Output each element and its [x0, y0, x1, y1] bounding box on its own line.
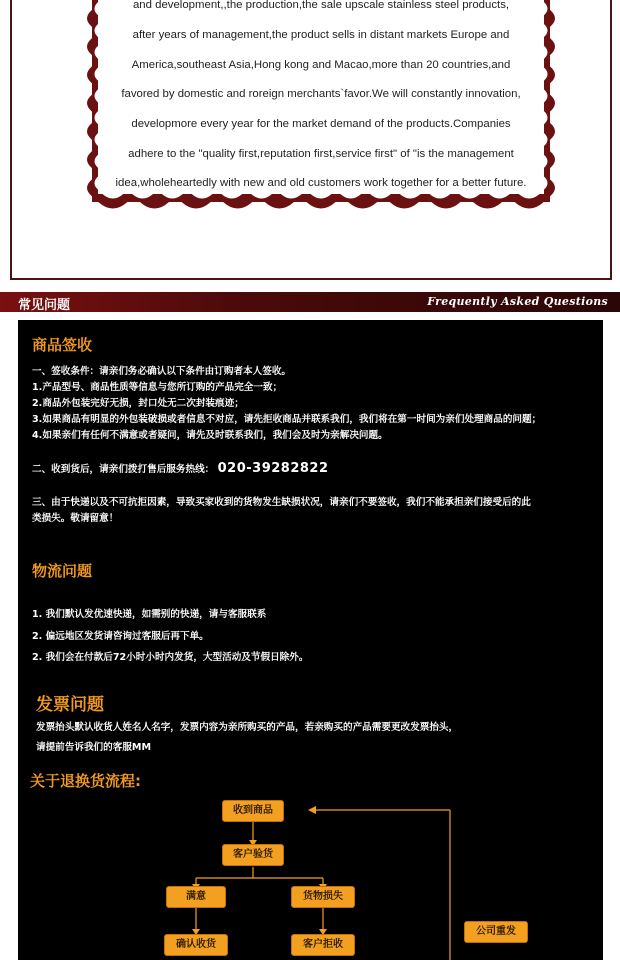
faq-subtitle: Frequently Asked Questions — [427, 295, 608, 308]
flow-step-company-reship: 公司重发 — [464, 921, 528, 943]
sign-section-heading: 商品签收 — [32, 336, 93, 354]
hotline-number: 020-39282822 — [217, 461, 329, 476]
faq-content-panel — [18, 320, 603, 960]
logistics-line: 2. 我们会在付款后72小时小时内发货，大型活动及节假日除外。 — [32, 652, 309, 663]
logistics-section-heading: 物流问题 — [32, 562, 93, 580]
intro-line: adhere to the "quality first,reputation first,service first" of "is the management — [128, 148, 514, 160]
invoice-line: 发票抬头默认收货人姓名人名字，发票内容为亲所购买的产品，若亲购买的产品需要更改发票抬头， — [36, 722, 459, 733]
intro-line: idea,wholeheartedly with new and old customers work together for a better future. — [115, 177, 527, 189]
logistics-line: 2. 偏远地区发货请咨询过客服后再下单。 — [32, 631, 209, 642]
sign-condition-line: 4.如果亲们有任何不满意或者疑问，请先及时联系我们，我们会及时为亲解决问题。 — [32, 430, 388, 441]
sign-condition-line: 一、签收条件：请亲们务必确认以下条件由订购者本人签收。 — [32, 366, 292, 377]
logistics-line: 1. 我们默认发优速快递，如需别的快递，请与客服联系 — [32, 609, 267, 620]
sign-condition-line: 3.如果商品有明显的外包装破损或者信息不对应，请先拒收商品并联系我们，我们将在第一时间为亲们处理商品的问题； — [32, 414, 542, 425]
sign-condition-line: 1.产品型号、商品性质等信息与您所订购的产品完全一致； — [32, 382, 283, 393]
intro-line: America,southeast Asia,Hong kong and Macao,more than 20 countries,and — [131, 59, 511, 71]
flow-step-customer-inspect: 客户验货 — [222, 844, 284, 866]
intro-line: developmore every year for the market demand of the products.Companies — [131, 118, 511, 130]
returns-section-heading: 关于退换货流程: — [30, 772, 141, 790]
flow-step-confirm-receipt: 确认收货 — [164, 934, 228, 956]
flow-step-satisfied: 满意 — [166, 886, 226, 908]
flow-step-goods-damaged: 货物损失 — [291, 886, 355, 908]
returns-flow-connectors — [18, 320, 603, 960]
company-intro-frame — [10, 0, 612, 280]
intro-line: and development,,the production,the sale upscale stainless steel products, — [132, 0, 510, 11]
stamp-border-card — [84, 0, 558, 214]
intro-line: after years of management,the product sells in distant markets Europe and — [132, 29, 510, 41]
force-majeure-line: 三、由于快递以及不可抗拒因素，导致买家收到的货物发生缺损状况，请亲们不要签收，我们不能承担亲们接受后的此 — [32, 497, 531, 508]
faq-header-bar — [0, 292, 620, 312]
flow-step-receive-goods: 收到商品 — [222, 800, 284, 822]
invoice-line: 请提前告诉我们的客服MM — [36, 742, 152, 753]
hotline-label: 二、收到货后，请亲们拨打售后服务热线： — [32, 464, 215, 475]
sign-condition-line: 2.商品外包装完好无损，封口处无二次封装痕迹； — [32, 398, 244, 409]
force-majeure-line: 类损失。敬请留意！ — [32, 513, 119, 524]
intro-line: favored by domestic and roreign merchants`favor.We will constantly innovation, — [121, 88, 521, 100]
flow-step-customer-reject: 客户拒收 — [291, 934, 355, 956]
faq-title: 常见问题 — [18, 298, 71, 313]
invoice-section-heading: 发票问题 — [36, 695, 104, 715]
